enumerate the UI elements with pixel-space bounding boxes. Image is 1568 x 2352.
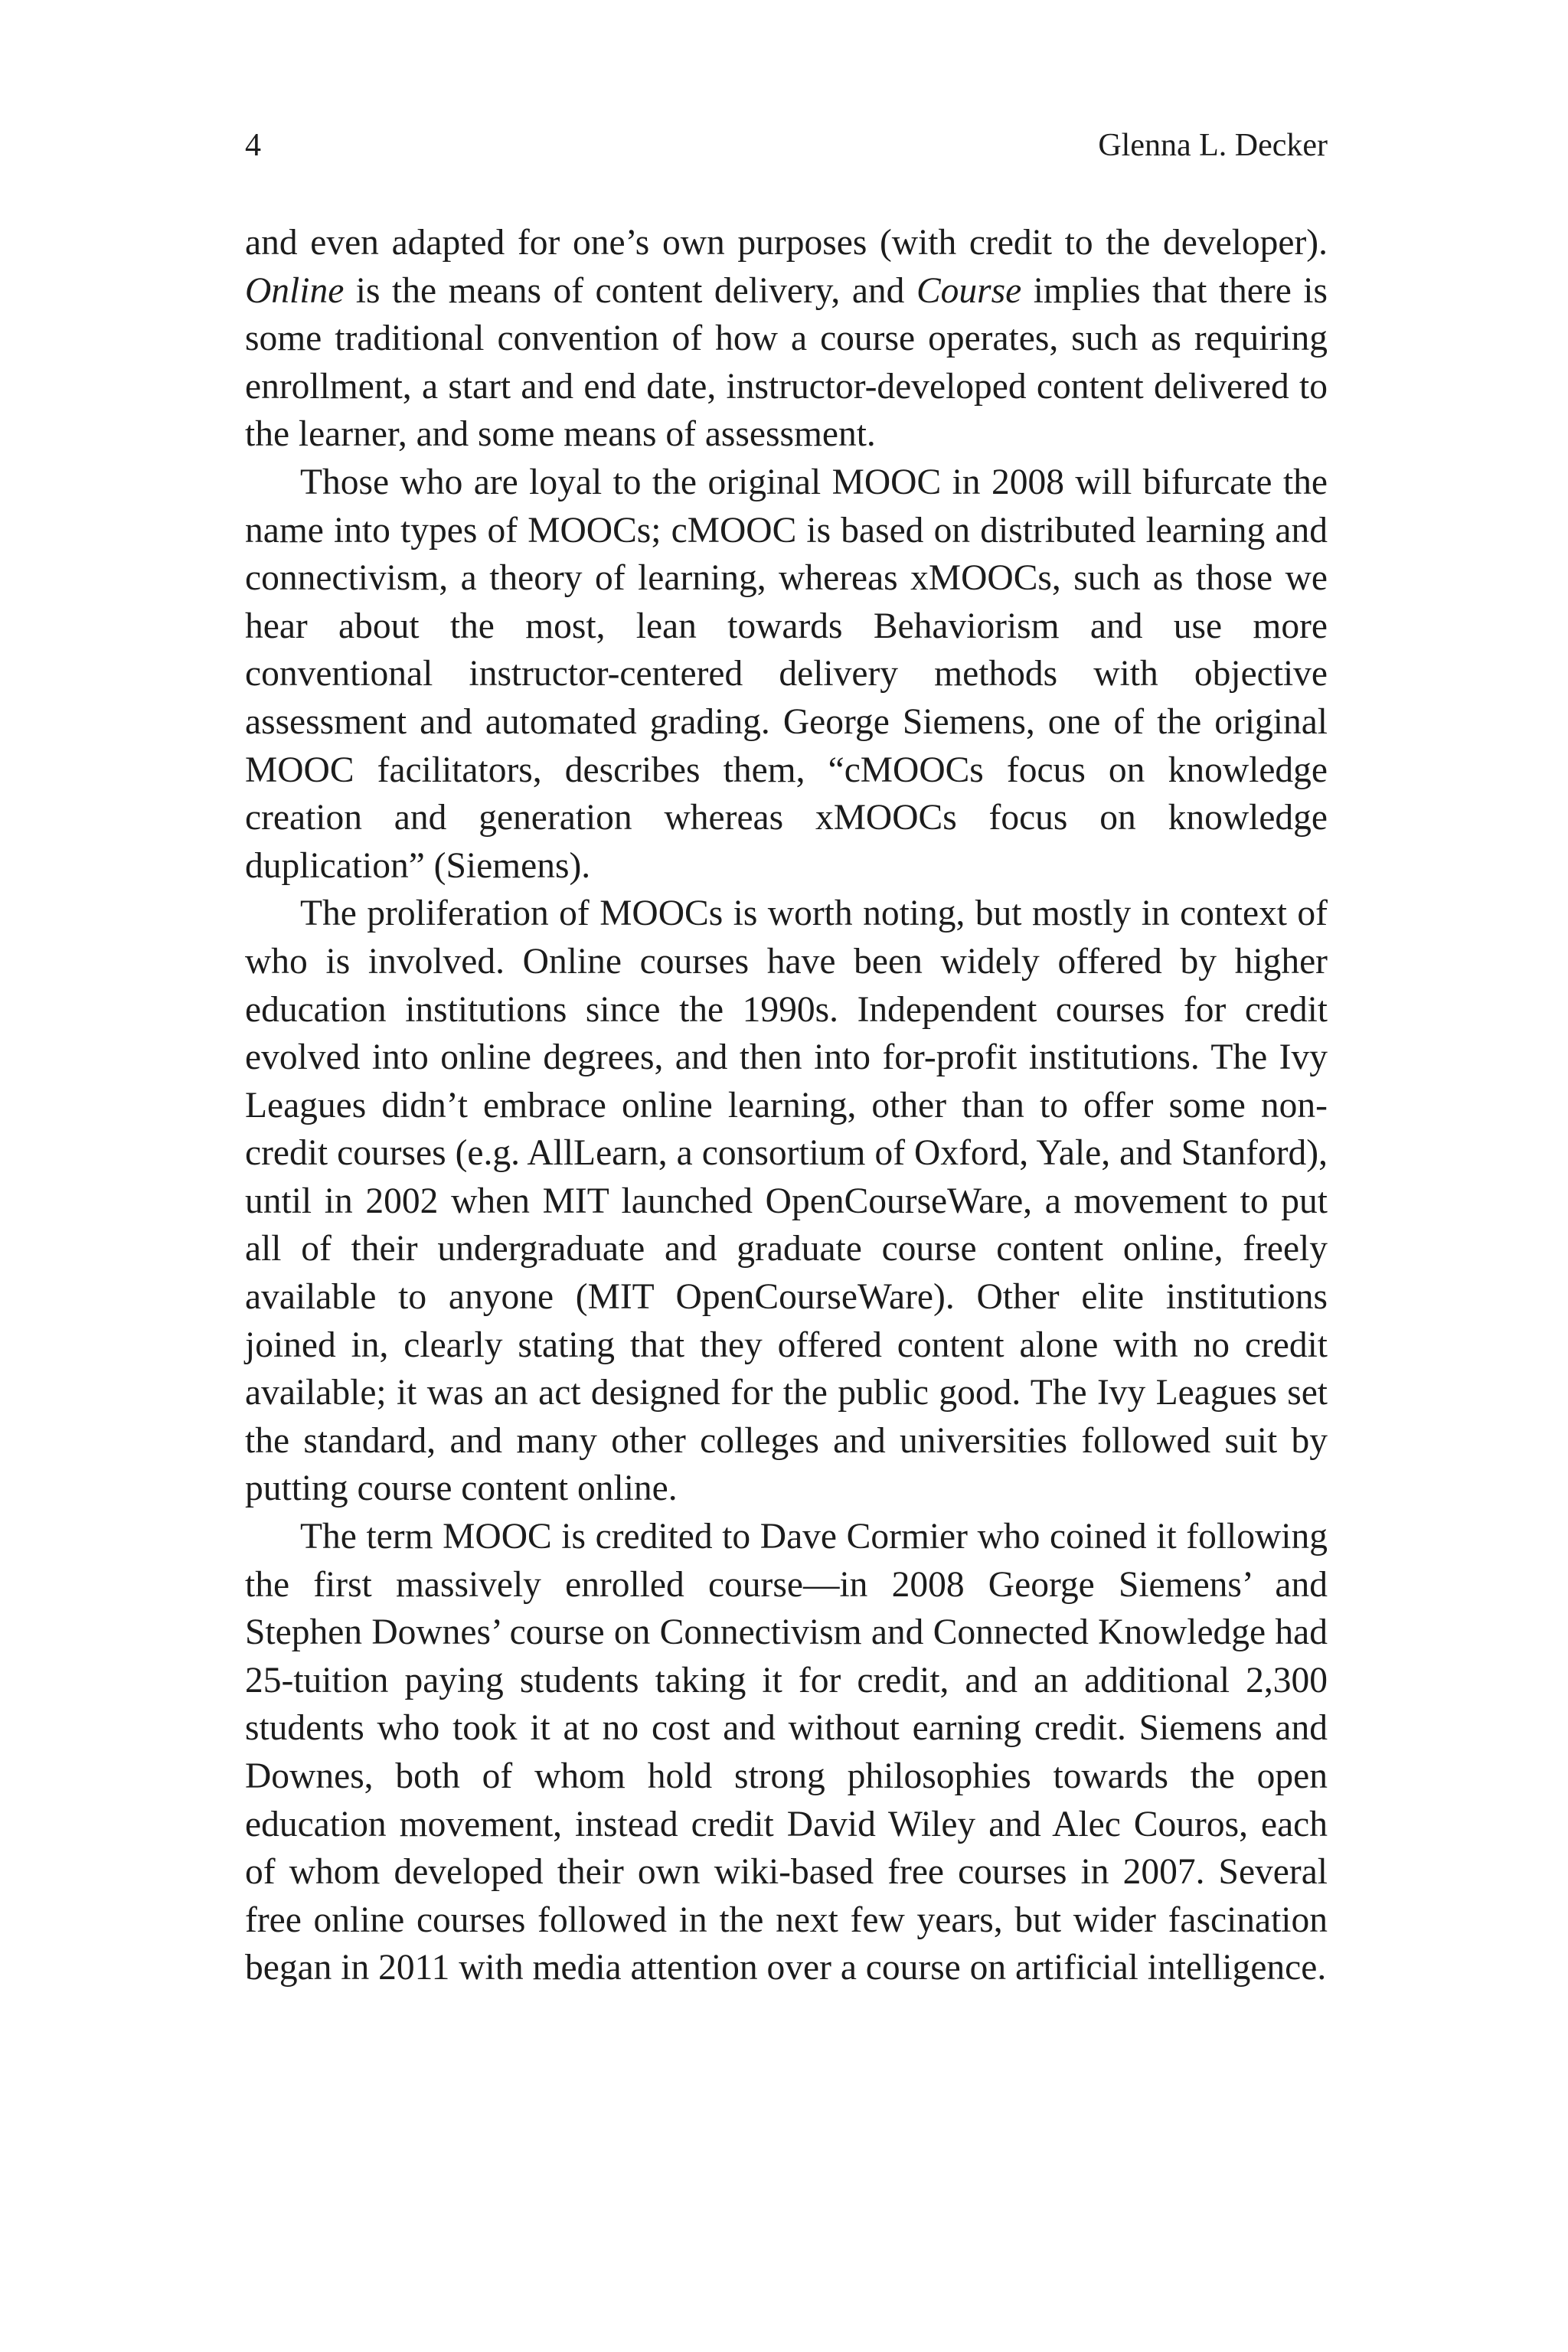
page-number: 4 <box>245 128 261 163</box>
running-header <box>245 124 1328 167</box>
paragraph-cmooc-xmooc: Those who are loyal to the original MOOC in 2008 will bifurcate the name into types of MOOCs; cMOOC is based on distributed learning and connectivism, a theory of learning, whereas xMOOCs, such as those we hear about the most, lean towards Behaviorism and use more conventional instructor-centered delivery methods with objective assessment and automated grading. George Siemens, one of the original MOOC facilitators, describes them, “cMOOCs focus on knowledge creation and generation whereas xMOOCs focus on knowledge duplication” (Siemens). <box>245 462 1328 886</box>
paragraph-text: is the means of content delivery, and <box>344 270 916 311</box>
paragraph-mooc-term-origin: The term MOOC is credited to Dave Cormier who coined it following the first massively enrolled course—in 2008 George Siemens’ and Stephen Downes’ course on Connectivism and Connected Knowledge had 25-tuition paying students taking it for credit, and an additional 2,300 students who took it at no cost and without earning credit. Siemens and Downes, both of whom hold strong philosophies towards the open education movement, instead credit David Wiley and Alec Couros, each of whom developed their own wiki-based free courses in 2007. Several free online courses followed in the next few years, but wider fascination began in 2011 with media attention over a course on artificial intelligence. <box>245 1517 1328 1988</box>
paragraph-text: and even adapted for one’s own purposes (with credit to the developer). <box>245 223 1328 263</box>
body-text <box>245 219 1328 1992</box>
running-head-author: Glenna L. Decker <box>1098 128 1328 163</box>
paragraph-text: implies that there is some traditional convention of how a course operates, such as requiring enrollment, a start and end date, instructor-developed content delivered to the learner, and some means of assessment. <box>245 270 1328 455</box>
italic-term-online: Online <box>245 270 345 311</box>
paragraph-mooc-proliferation: The proliferation of MOOCs is worth noting, but mostly in context of who is involved. Online courses have been widely offered by higher education institutions since the 1990s. Independent courses for credit evolved into online degrees, and then into for-profit institutions. The Ivy Leagues didn’t embrace online learning, other than to offer some non-credit courses (e.g. AllLearn, a consortium of Oxford, Yale, and Stanford), until in 2002 when MIT launched OpenCourseWare, a movement to put all of their undergraduate and graduate course content online, freely available to anyone (MIT OpenCourseWare). Other elite institutions joined in, clearly stating that they offered content alone with no credit available; it was an act designed for the public good. The Ivy Leagues set the standard, and many other colleges and universities followed suit by putting course content online. <box>245 893 1328 1509</box>
paragraph-continuation <box>245 219 1328 459</box>
italic-term-course: Course <box>916 270 1022 311</box>
